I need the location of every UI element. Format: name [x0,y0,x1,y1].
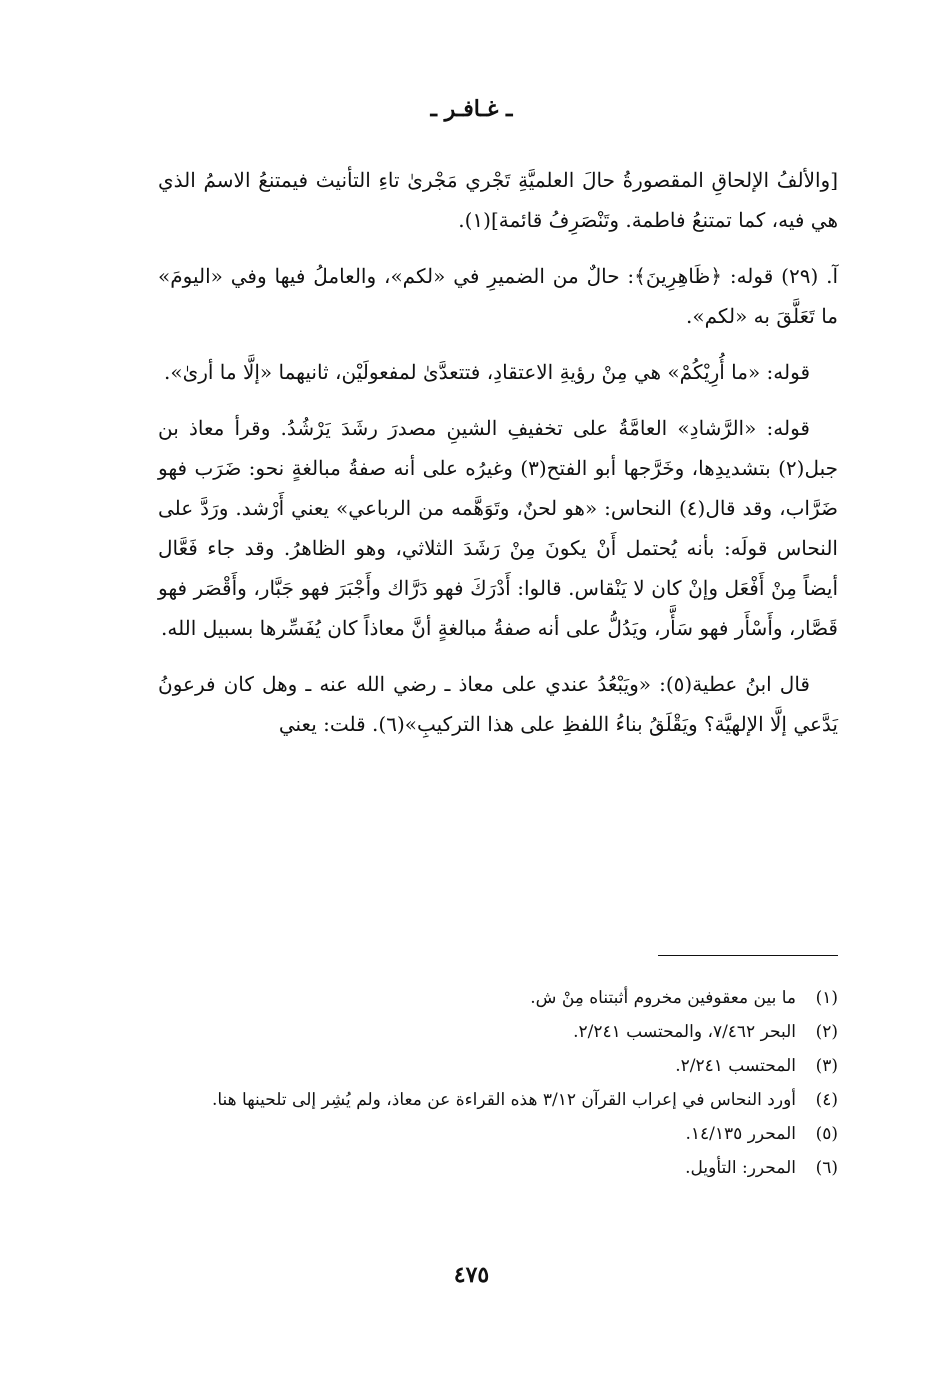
footnote-item [158,1152,838,1184]
footnote-number: (٦) [815,1158,838,1178]
paragraph-al-rashad: قوله: «الرَّشادِ» العامَّةُ على تخفيفِ الشينِ مصدرَ رشَدَ يَرْشُدُ. وقرأ معاذ بن جبل(٢) بتشديدِها، وخَرَّجها أبو الفتح(٣) وغيرُه على أنه صفةُ مبالغةٍ نحو: ضَرَب فهو ضَرَّاب، وقد قال(٤) النحاس: «هو لحنٌ، وتَوَهَّمه من الرباعي» يعني أَرْشد. ورَدَّ على النحاس قولَه: بأنه يُحتمل أَنْ يكونَ مِنْ رَشَدَ الثلاثي، وهو الظاهرُ. وقد جاء فَعَّال أيضاً مِنْ أَفْعَل وإنْ كان لا يَنْقاس. قالوا: أَدْرَكَ فهو دَرَّاك وأَجْبَرَ فهو جَبَّار، وأَقْصَر فهو قَصَّار، وأَسْأَر فهو سَأَّر، ويَدُلُّ على أنه صفةُ مبالغةٍ أنَّ معاذاً كان يُفَسِّرها بسبيل الله. [158,416,838,640]
footnote-number: (١) [815,988,838,1008]
footnotes [158,982,838,1186]
footnote-item [158,982,838,1014]
paragraph-ma-urikum: قوله: «ما أُرِيْكُمْ» هي مِنْ رؤيةِ الاعتقادِ، فتتعدَّىٰ لمفعولَيْن، ثانيهما «إلَّا ما أرىٰ». [163,360,810,384]
paragraph-ibn-atiyya: قال ابنُ عطية(٥): «ويَبْعُدُ عندي على معاذ ـ رضي الله عنه ـ وهل كان فرعونُ يَدَّعي إلَّا الإلهيَّة؟ ويَقْلَقُ بناءُ اللفظِ على هذا التركيبِ»(٦). قلت: يعني [158,672,838,736]
main-text [158,160,838,760]
footnote-text: ما بين معقوفين مخروم أثبتناه مِنْ ش. [530,988,796,1008]
footnote-text: البحر ٧/٤٦٢، والمحتسب ٢/٢٤١. [573,1022,796,1042]
footnote-text: المحتسب ٢/٢٤١. [675,1056,796,1076]
running-title: ـ غـافـر ـ [430,96,513,122]
footnote-divider [658,955,838,956]
page-number: ٤٧٥ [453,1262,490,1288]
footnote-item [158,1118,838,1150]
footnote-number: (٥) [815,1124,838,1144]
footnote-item [158,1050,838,1082]
footnote-number: (٣) [815,1056,838,1076]
paragraph-verse-29: آ. (٢٩) قوله: ﴿ظَاهِرِينَ﴾: حالٌ من الضميرِ في «لكم»، والعاملُ فيها وفي «اليومَ» ما تَعَلَّقَ به «لكم». [158,264,839,328]
footnote-item [158,1084,838,1116]
footnote-number: (٢) [815,1022,838,1042]
footnote-number: (٤) [815,1090,838,1110]
footnote-item [158,1016,838,1048]
footnote-text: المحرر ١٤/١٣٥. [685,1124,796,1144]
paragraph-bracketed-note: [والألفُ الإلحاقِ المقصورةُ حالَ العلميَّةِ تَجْري مَجْرىٰ تاءِ التأنيث فيمتنعُ الاسمُ الذي هي فيه، كما تمتنعُ فاطمة. وتَنْصَرِفُ قائمة](١). [158,168,838,232]
footnote-text: المحرر: التأويل. [685,1158,796,1178]
footnote-text: أورد النحاس في إعراب القرآن ٣/١٢ هذه القراءة عن معاذ، ولم يُشِر إلى تلحينها هنا. [211,1090,796,1110]
